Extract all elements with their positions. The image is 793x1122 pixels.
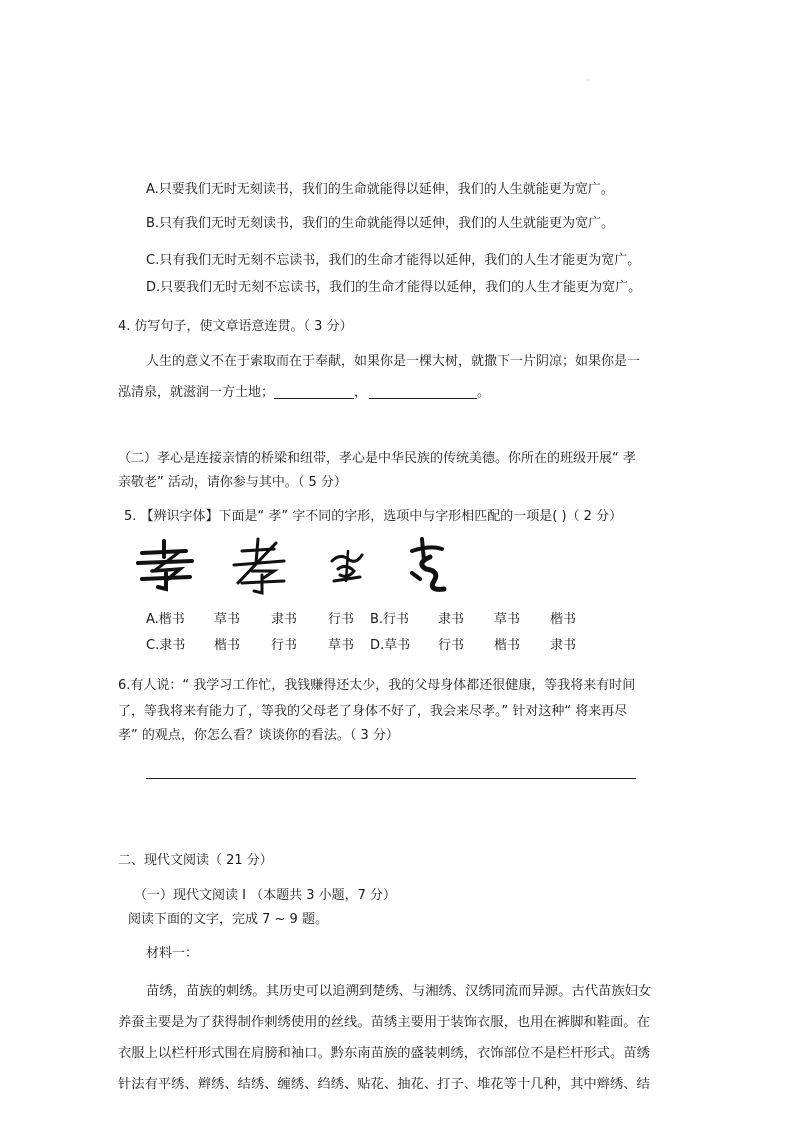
q4-period: 。 <box>477 385 491 400</box>
q5-row2-cell: 行书 <box>271 638 298 653</box>
q5-row1-cell: 行书 <box>328 612 355 627</box>
answer-blank-1[interactable] <box>274 384 354 399</box>
q5-row1-cell: 草书 <box>214 612 241 627</box>
material-para-line1: 苗绣，苗族的刺绣。其历史可以追溯到楚绣、与湘绣、汉绣同流而异源。古代苗族妇女 <box>146 984 652 999</box>
answer-line[interactable] <box>146 778 636 779</box>
part2-instruction: 阅读下面的文字，完成 7 ~ 9 题。 <box>128 912 328 927</box>
q5-row2-cell: 行书 <box>438 638 465 653</box>
q5-row1-cell: 隶书 <box>271 612 298 627</box>
material-para-line3: 衣服上以栏杆形式围在肩膀和袖口。黔东南苗族的盛装刺绣，衣饰部位不是栏杆形式。苗绣 <box>118 1046 650 1061</box>
q5-row1-cell: 隶书 <box>438 612 465 627</box>
q5-row1-cell: A.楷书 <box>146 612 185 627</box>
q5-row2-cell: 草书 <box>328 638 355 653</box>
q5-row1-cell: 草书 <box>494 612 521 627</box>
material-label: 材料一： <box>146 946 199 961</box>
q5-row2-cell: 楷书 <box>214 638 241 653</box>
glyph-caoshu <box>332 551 362 581</box>
corner-dot: · <box>587 76 590 85</box>
glyph-kaishu <box>234 539 284 593</box>
material-para-line2: 养蚕主要是为了获得制作刺绣使用的丝线。苗绣主要用于装饰衣服，也用在裤脚和鞋面。在 <box>118 1015 650 1030</box>
xiao-character-glyphs <box>134 535 464 595</box>
q4-line1: 人生的意义不在于索取而在于奉献，如果你是一棵大树，就撒下一片阴凉；如果你是一 <box>146 354 641 369</box>
q4-line2 <box>118 381 490 400</box>
q6-line1: 6.有人说：“ 我学习工作忙，我钱赚得还太少，我的父母身体都还很健康，等我将来有时间 <box>118 678 636 693</box>
section2-line1: （二）孝心是连接亲情的桥梁和纽带，孝心是中华民族的传统美德。你所在的班级开展“ 孝 <box>118 451 636 466</box>
section2-line2: 亲敬老” 活动，请你参与其中。（ 5 分） <box>118 475 347 490</box>
material-para-line4: 针法有平绣、辫绣、结绣、缠绣、绉绣、贴花、抽花、打子、堆花等十几种，其中辫绣、结 <box>118 1077 650 1092</box>
glyph-lishu <box>138 541 192 589</box>
q3-option-a: A.只要我们无时无刻读书，我们的生命就能得以延伸，我们的人生就能更为宽广。 <box>146 182 614 197</box>
q4-comma: ， <box>354 385 368 400</box>
q5-row2-cell: 隶书 <box>550 638 577 653</box>
part2-heading: 二、现代文阅读（ 21 分） <box>118 853 273 868</box>
q3-option-d: D.只要我们无时无刻不忘读书，我们的生命才能得以延伸，我们的人生才能更为宽广。 <box>146 280 642 295</box>
q5-row1-cell: 楷书 <box>550 612 577 627</box>
q4-title: 4. 仿写句子，使文章语意连贯。（ 3 分） <box>118 319 353 334</box>
q5-row2-cell: 楷书 <box>494 638 521 653</box>
q3-option-b: B.只有我们无时无刻读书，我们的生命就能得以延伸，我们的人生就能更为宽广。 <box>146 216 615 231</box>
q3-option-c: C.只有我们无时无刻不忘读书，我们的生命才能得以延伸，我们的人生才能更为宽广。 <box>146 253 641 268</box>
q5-row2-cell: C.隶书 <box>146 638 186 653</box>
q4-line2-prefix: 泓清泉，就滋润一方土地； <box>118 385 275 400</box>
q5-row1-cell: B.行书 <box>370 612 410 627</box>
q5-title: 5. 【辨识字体】下面是“ 孝” 字不同的字形，选项中与字形相匹配的一项是( )（ 2 分） <box>124 509 623 524</box>
part2-subheading: （一）现代文阅读 Ⅰ （本题共 3 小题，7 分） <box>134 888 397 903</box>
q5-row2-cell: D.草书 <box>370 638 411 653</box>
glyph-xingshu <box>412 539 444 589</box>
q6-line3: 孝” 的观点，你怎么看？谈谈你的看法。（ 3 分） <box>118 728 399 743</box>
answer-blank-2[interactable] <box>369 384 477 399</box>
q6-line2: 了，等我将来有能力了，等我的父母老了身体不好了，我会来尽孝。” 针对这种“ 将来再尽 <box>118 704 628 719</box>
